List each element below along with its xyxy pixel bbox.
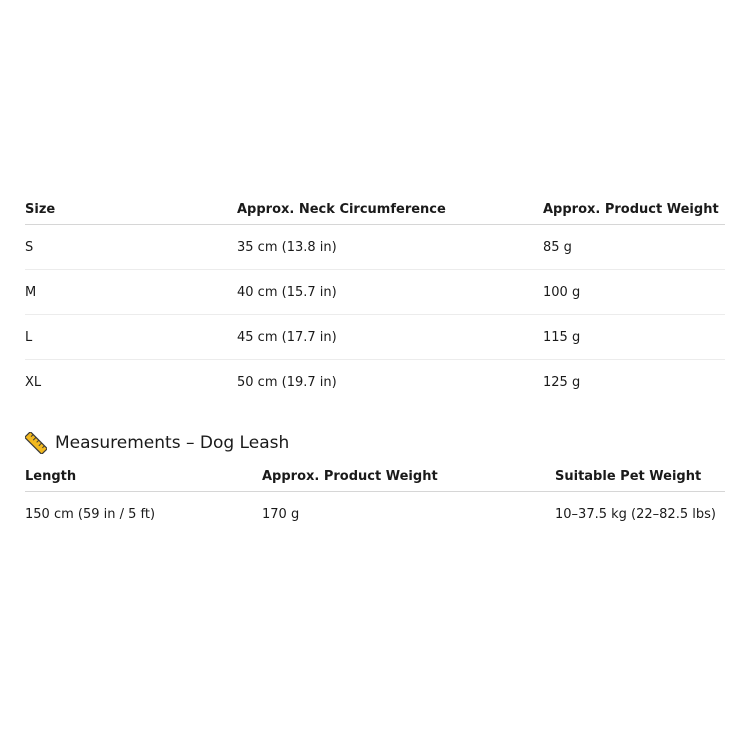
table-header-row bbox=[25, 461, 725, 492]
header-product-weight: Approx. Product Weight bbox=[262, 461, 555, 492]
table-row bbox=[25, 225, 725, 270]
header-product-weight: Approx. Product Weight bbox=[543, 194, 725, 225]
header-neck-circumference: Approx. Neck Circumference bbox=[237, 194, 543, 225]
leash-section-title: Measurements – Dog Leash bbox=[55, 433, 290, 453]
cell-size: M bbox=[25, 270, 237, 315]
cell-weight: 115 g bbox=[543, 315, 725, 360]
cell-weight: 125 g bbox=[543, 374, 581, 390]
cell-weight: 85 g bbox=[543, 225, 725, 270]
cell-neck: 35 cm (13.8 in) bbox=[237, 225, 543, 270]
table-row bbox=[25, 315, 725, 360]
leash-table bbox=[25, 461, 725, 536]
table-row bbox=[25, 360, 725, 405]
collar-size-table bbox=[25, 194, 725, 404]
cell-size: XL bbox=[25, 374, 42, 390]
header-length: Length bbox=[25, 461, 262, 492]
cell-neck: 40 cm (15.7 in) bbox=[237, 270, 543, 315]
leash-section-heading bbox=[25, 429, 725, 457]
table-row bbox=[25, 492, 725, 537]
header-suitable-pet-weight: Suitable Pet Weight bbox=[555, 461, 725, 492]
ruler-icon bbox=[25, 432, 47, 454]
header-size: Size bbox=[25, 194, 237, 225]
cell-neck: 45 cm (17.7 in) bbox=[237, 315, 543, 360]
cell-size: S bbox=[25, 225, 237, 270]
cell-length: 150 cm (59 in / 5 ft) bbox=[25, 506, 156, 522]
cell-weight: 100 g bbox=[543, 270, 725, 315]
table-row bbox=[25, 270, 725, 315]
cell-weight: 170 g bbox=[262, 506, 300, 522]
table-header-row bbox=[25, 194, 725, 225]
cell-pet-weight: 10–37.5 kg (22–82.5 lbs) bbox=[555, 506, 716, 522]
cell-size: L bbox=[25, 315, 237, 360]
measurements-content bbox=[25, 194, 725, 536]
cell-neck: 50 cm (19.7 in) bbox=[237, 374, 337, 390]
